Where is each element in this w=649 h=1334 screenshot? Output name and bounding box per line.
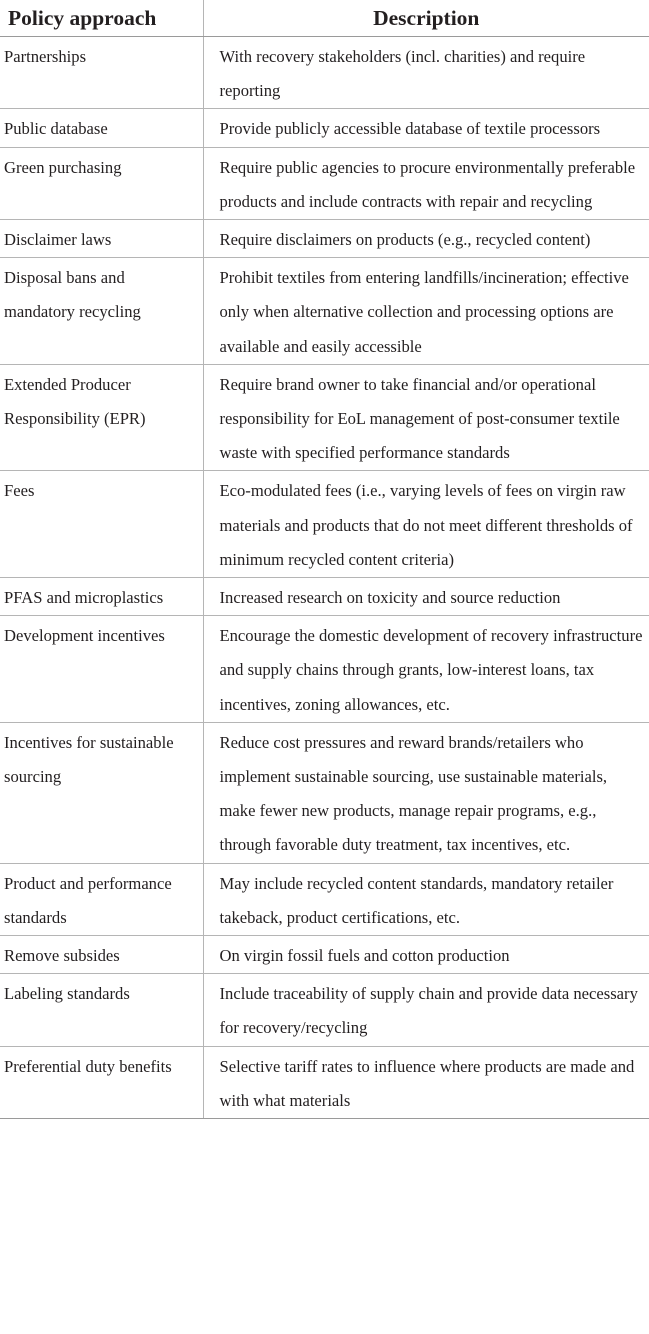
policy-approach-cell: Preferential duty benefits	[0, 1046, 203, 1118]
description-cell: Encourage the domestic development of recovery infrastructure and supply chains through grants, low-interest loans, tax incentives, zoning allowances, etc.	[203, 616, 649, 723]
description-cell: With recovery stakeholders (incl. charities) and require reporting	[203, 37, 649, 109]
policy-approach-cell: Extended Producer Responsibility (EPR)	[0, 364, 203, 471]
description-cell: Require brand owner to take financial and/or operational responsibility for EoL management of post-consumer textile waste with specified performance standards	[203, 364, 649, 471]
table-row	[0, 147, 649, 219]
description-cell: On virgin fossil fuels and cotton production	[203, 936, 649, 974]
policy-approach-cell: Green purchasing	[0, 147, 203, 219]
table-row	[0, 616, 649, 723]
policy-approach-cell: Fees	[0, 471, 203, 578]
description-cell: Require public agencies to procure environmentally preferable products and include contracts with repair and recycling	[203, 147, 649, 219]
table-row	[0, 1046, 649, 1118]
policy-approach-cell: Product and performance standards	[0, 863, 203, 935]
table-row	[0, 936, 649, 974]
table-row	[0, 109, 649, 147]
table-row	[0, 258, 649, 365]
description-cell: Eco-modulated fees (i.e., varying levels of fees on virgin raw materials and products that do not meet different thresholds of minimum recycled content criteria)	[203, 471, 649, 578]
table-row	[0, 578, 649, 616]
description-cell: Provide publicly accessible database of textile processors	[203, 109, 649, 147]
description-cell: Include traceability of supply chain and provide data necessary for recovery/recycling	[203, 974, 649, 1046]
table-row	[0, 220, 649, 258]
table-row	[0, 37, 649, 109]
policy-approach-cell: Development incentives	[0, 616, 203, 723]
description-cell: Require disclaimers on products (e.g., recycled content)	[203, 220, 649, 258]
policy-approach-cell: PFAS and microplastics	[0, 578, 203, 616]
table-row	[0, 364, 649, 471]
policy-approach-cell: Incentives for sustainable sourcing	[0, 722, 203, 863]
description-cell: Selective tariff rates to influence where products are made and with what materials	[203, 1046, 649, 1118]
policy-approach-cell: Disposal bans and mandatory recycling	[0, 258, 203, 365]
policy-approach-cell: Disclaimer laws	[0, 220, 203, 258]
policy-approach-cell: Remove subsides	[0, 936, 203, 974]
table-row	[0, 722, 649, 863]
table-row	[0, 471, 649, 578]
description-cell: Reduce cost pressures and reward brands/retailers who implement sustainable sourcing, use sustainable materials, make fewer new products, manage repair programs, e.g., through favorable duty treatment, tax incentives, etc.	[203, 722, 649, 863]
header-policy-approach: Policy approach	[0, 0, 203, 37]
policy-approach-cell: Partnerships	[0, 37, 203, 109]
header-description: Description	[203, 0, 649, 37]
description-cell: Prohibit textiles from entering landfills/incineration; effective only when alternative collection and processing options are available and easily accessible	[203, 258, 649, 365]
policy-approach-cell: Public database	[0, 109, 203, 147]
header-row	[0, 0, 649, 37]
description-cell: Increased research on toxicity and source reduction	[203, 578, 649, 616]
table-row	[0, 974, 649, 1046]
policy-approach-cell: Labeling standards	[0, 974, 203, 1046]
table-row	[0, 863, 649, 935]
description-cell: May include recycled content standards, mandatory retailer takeback, product certifications, etc.	[203, 863, 649, 935]
